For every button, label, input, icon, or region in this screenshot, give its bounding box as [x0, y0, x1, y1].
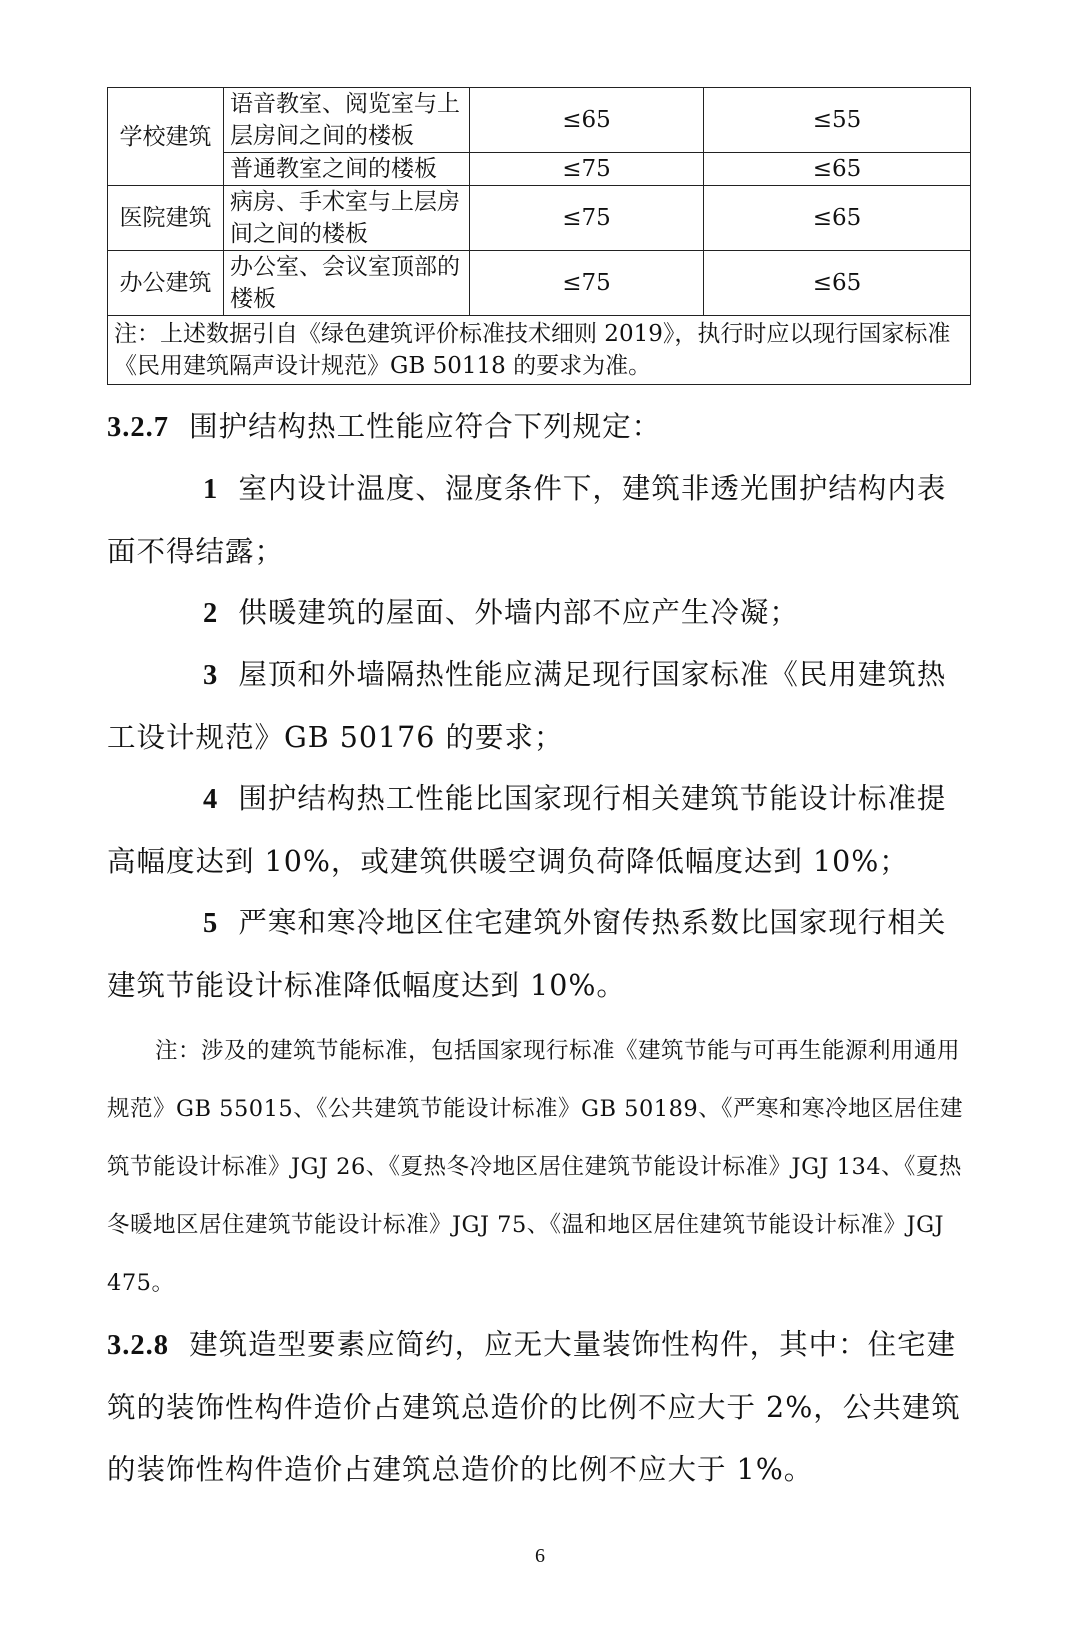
list-item [107, 458, 970, 583]
location-cell: 病房、手术室与上层房间之间的楼板 [224, 186, 470, 251]
table-row [108, 186, 971, 251]
table-row [108, 251, 971, 316]
table-row [108, 316, 971, 385]
category-cell: 办公建筑 [108, 251, 224, 316]
item-text: 供暖建筑的屋面、外墙内部不应产生冷凝； [238, 596, 799, 629]
location-cell: 办公室、会议室顶部的楼板 [224, 251, 470, 316]
item-number: 3 [203, 660, 219, 691]
location-cell: 语音教室、阅览室与上层房间之间的楼板 [224, 88, 470, 153]
table-note: 注：上述数据引自《绿色建筑评价标准技术细则 2019》，执行时应以现行国家标准《民用建筑隔声设计规范》GB 50118 的要求为准。 [108, 316, 971, 385]
list-item [107, 582, 970, 645]
clause-3-2-7 [107, 396, 970, 459]
clause-text: 围护结构热工性能应符合下列规定： [189, 410, 662, 443]
item-number: 4 [203, 784, 219, 815]
list-item [107, 644, 970, 769]
item-text: 室内设计温度、湿度条件下，建筑非透光围护结构内表面不得结露； [107, 472, 947, 568]
list-item [107, 892, 970, 1017]
table-row [108, 88, 971, 153]
energy-standards-note: 注：涉及的建筑节能标准，包括国家现行标准《建筑节能与可再生能源利用通用规范》GB 55015、《公共建筑节能设计标准》GB 50189、《严寒和寒冷地区居住建筑节能设计标准》JGJ 26、《夏热冬冷地区居住建筑节能设计标准》JGJ 134、《夏热冬暖地区居住建筑节能设计标准》JGJ 75、《温和地区居住建筑节能设计标准》JGJ 475。 [107, 1038, 963, 1296]
value-cell: ≤65 [470, 88, 704, 153]
item-number: 2 [203, 598, 219, 629]
value-cell: ≤75 [470, 251, 704, 316]
value-cell: ≤65 [704, 153, 971, 186]
clause-3-2-8 [107, 1314, 970, 1501]
clause-number: 3.2.7 [107, 412, 169, 443]
list-item [107, 768, 970, 893]
value-cell: ≤75 [470, 186, 704, 251]
clause-number: 3.2.8 [107, 1330, 169, 1361]
category-cell: 医院建筑 [108, 186, 224, 251]
category-cell: 学校建筑 [108, 88, 224, 186]
page-number: 6 [535, 1545, 545, 1567]
item-text: 屋顶和外墙隔热性能应满足现行国家标准《民用建筑热工设计规范》GB 50176 的要求； [107, 658, 947, 754]
clause-text: 建筑造型要素应简约，应无大量装饰性构件，其中：住宅建筑的装饰性构件造价占建筑总造价的比例不应大于 2%，公共建筑的装饰性构件造价占建筑总造价的比例不应大于 1%。 [107, 1328, 961, 1486]
value-cell: ≤55 [704, 88, 971, 153]
item-number: 1 [203, 474, 219, 505]
value-cell: ≤65 [704, 251, 971, 316]
table-row [108, 153, 971, 186]
item-number: 5 [203, 908, 219, 939]
item-text: 围护结构热工性能比国家现行相关建筑节能设计标准提高幅度达到 10%，或建筑供暖空调负荷降低幅度达到 10%； [107, 782, 947, 878]
value-cell: ≤65 [704, 186, 971, 251]
value-cell: ≤75 [470, 153, 704, 186]
location-cell: 普通教室之间的楼板 [224, 153, 470, 186]
item-text: 严寒和寒冷地区住宅建筑外窗传热系数比国家现行相关建筑节能设计标准降低幅度达到 10%。 [107, 906, 947, 1002]
sound-insulation-table [107, 87, 971, 385]
